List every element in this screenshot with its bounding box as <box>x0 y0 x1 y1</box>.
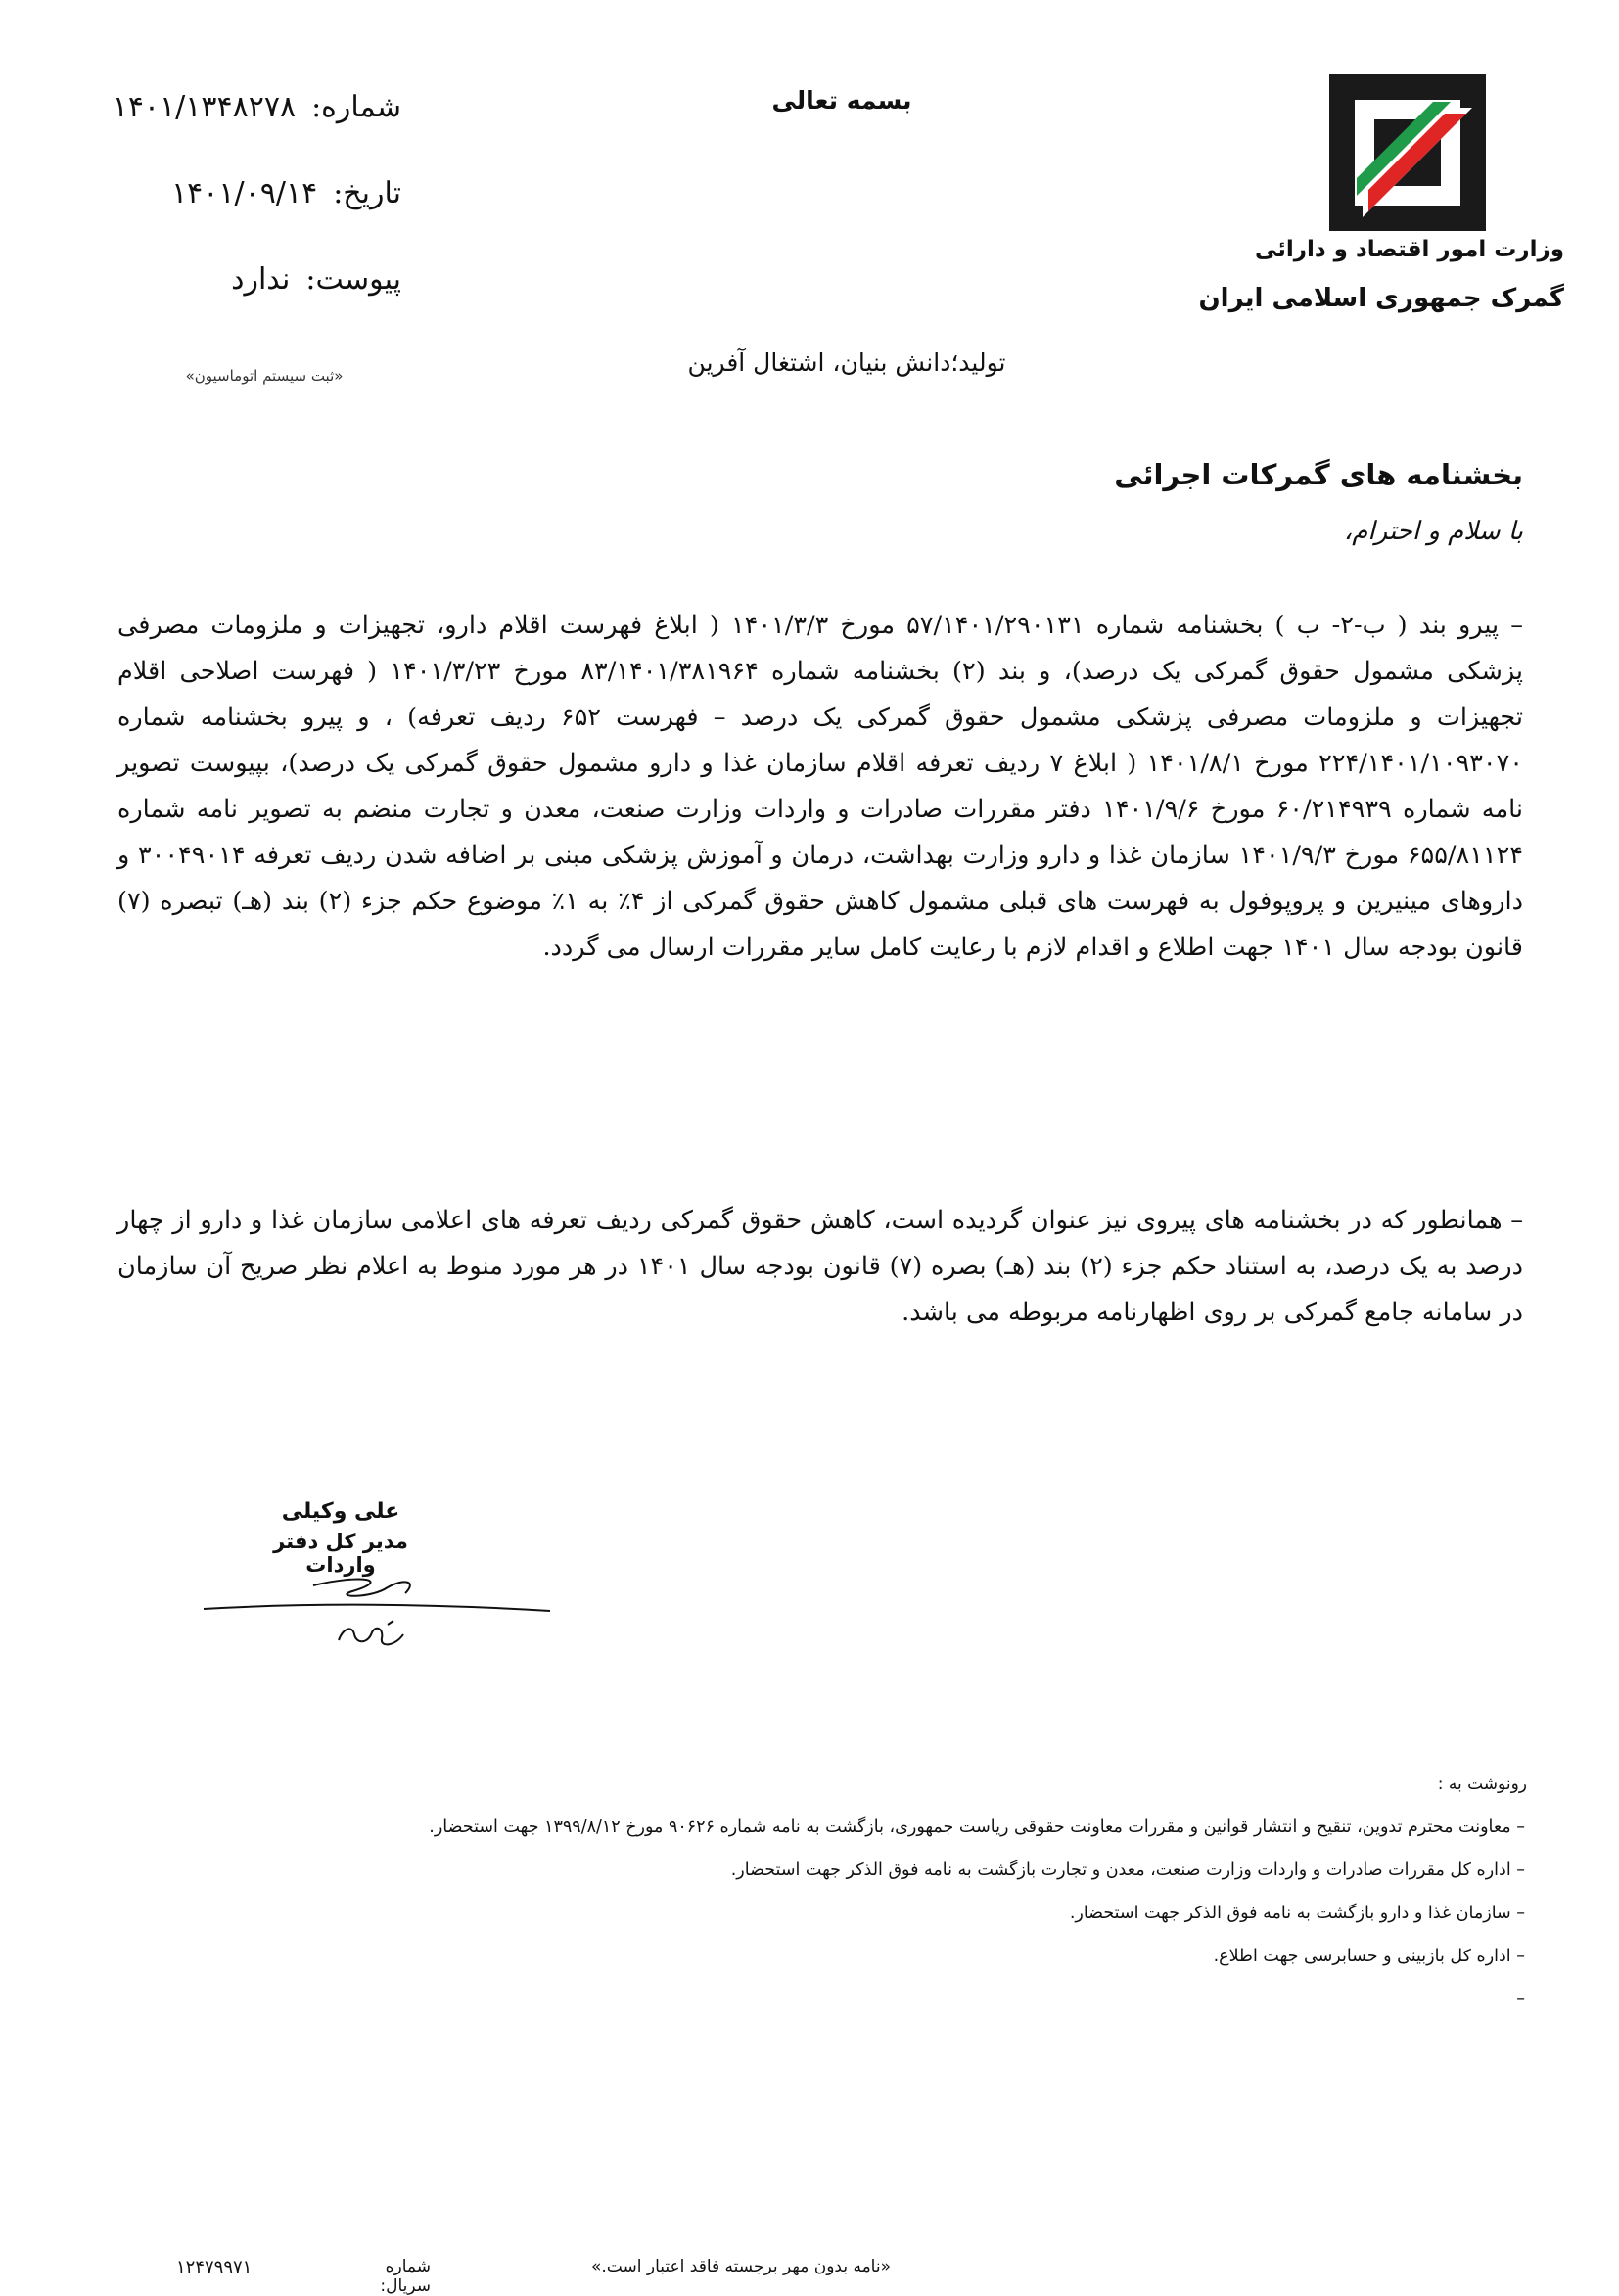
cc-list <box>233 1806 1525 2021</box>
letter-date <box>39 176 401 210</box>
year-slogan: تولید؛دانش بنیان، اشتغال آفرین <box>687 348 1006 377</box>
letter-attachment <box>39 262 401 297</box>
customs-logo-icon <box>1329 74 1486 231</box>
letter-date-value: ۱۴۰۱/۰۹/۱۴ <box>171 176 318 210</box>
signatory-title: مدیر کل دفتر واردات <box>273 1530 408 1577</box>
ministry-name: وزارت امور اقتصاد و دارائی <box>1254 237 1564 262</box>
signatory-name: علی وکیلی <box>281 1499 400 1524</box>
letter-title: بخشنامه های گمرکات اجرائی <box>1114 458 1523 491</box>
cc-heading: رونوشت به : <box>1437 1774 1527 1794</box>
organization-name: گمرک جمهوری اسلامی ایران <box>1198 284 1564 313</box>
embossed-seal-note: «نامه بدون مهر برجسته فاقد اعتبار است.» <box>591 2257 891 2276</box>
letter-number-value: ۱۴۰۱/۱۳۴۸۲۷۸ <box>112 90 297 124</box>
serial-number-value: ۱۲۴۷۹۹۷۱ <box>176 2257 253 2277</box>
body-paragraph-2: – همانطور که در بخشنامه های پیروی نیز عنوان گردیده است، کاهش حقوق گمرکی ردیف تعرفه های اعلامی سازمان غذا و دارو از چهار درصد به یک درصد، به استناد حکم جزء (۲) بند (هـ) بصره (۷) قانون بودجه سال ۱۴۰۱ در هر مورد منوط به اعلام نظر صریح آن سازمان در سامانه جامع گمرکی بر روی اظهارنامه مربوطه می باشد. <box>117 1205 1523 1327</box>
cc-item: – سازمان غذا و دارو بازگشت به نامه فوق الذکر جهت استحضار. <box>1069 1904 1525 1923</box>
letter-attachment-label: پیوست: <box>305 262 401 297</box>
cc-item: – <box>1516 1990 1525 2009</box>
letter-number <box>39 90 401 124</box>
letter-number-label: شماره: <box>311 90 401 124</box>
cc-item: – اداره کل بازبینی و حسابرسی جهت اطلاع. <box>1213 1947 1525 1966</box>
letter-attachment-value: ندارد <box>231 262 291 297</box>
greeting: با سلام و احترام، <box>1343 517 1523 546</box>
cc-item: – معاونت محترم تدوین، تنقیح و انتشار قوانین و مقررات معاونت حقوقی ریاست جمهوری، بازگشت به نامه شماره ۹۰۶۲۶ مورخ ۱۳۹۹/۸/۱۲ جهت استحضار. <box>429 1817 1525 1837</box>
handwritten-signature <box>196 1556 568 1654</box>
automation-note: «ثبت سیستم اتوماسیون» <box>185 367 344 385</box>
cc-item: – اداره کل مقررات صادرات و واردات وزارت صنعت، معدن و تجارت بازگشت به نامه فوق الذکر جهت استحضار. <box>730 1860 1525 1880</box>
letter-date-label: تاریخ: <box>333 176 401 210</box>
serial-number-label: شماره سریال: <box>380 2257 431 2296</box>
body-paragraph-1: – پیرو بند ( ب-۲- ب ) بخشنامه شماره ۵۷/۱۴۰۱/۲۹۰۱۳۱ مورخ ۱۴۰۱/۳/۳ ( ابلاغ فهرست اقلام دارو، تجهیزات و ملزومات مصرفی پزشکی مشمول حقوق گمرکی یک درصد)، و بند (۲) بخشنامه شماره ۸۳/۱۴۰۱/۳۸۱۹۶۴ مورخ ۱۴۰۱/۳/۲۳ ( فهرست اصلاحی اقلام تجهیزات و ملزومات مصرفی پزشکی مشمول حقوق گمرکی یک درصد – فهرست ۶۵۲ ردیف تعرفه) ، و پیرو بخشنامه شماره ۲۲۴/۱۴۰۱/۱۰۹۳۰۷۰ مورخ ۱۴۰۱/۸/۱ ( ابلاغ ۷ ردیف تعرفه اقلام سازمان غذا و دارو مشمول حقوق گمرکی یک درصد)، بپیوست تصویر نامه شماره ۶۰/۲۱۴۹۳۹ مورخ ۱۴۰۱/۹/۶ دفتر مقررات صادرات و واردات وزارت صنعت، معدن و تجارت منضم به تصویر نامه شماره ۶۵۵/۸۱۱۲۴ مورخ ۱۴۰۱/۹/۳ سازمان غذا و دارو وزارت بهداشت، درمان و آموزش پزشکی مبنی بر اضافه شدن ردیف تعرفه ۳۰۰۴۹۰۱۴ و داروهای مینیرین و پروپوفول به فهرست های قبلی مشمول کاهش حقوق گمرکی از ۴٪ به ۱٪ موضوع حکم جزء (۲) بند (هـ) تبصره (۷) قانون بودجه سال ۱۴۰۱ جهت اطلاع و اقدام لازم با رعایت کامل سایر مقررات ارسال می گردد. <box>117 610 1524 962</box>
basmala: بسمه تعالی <box>771 86 912 115</box>
